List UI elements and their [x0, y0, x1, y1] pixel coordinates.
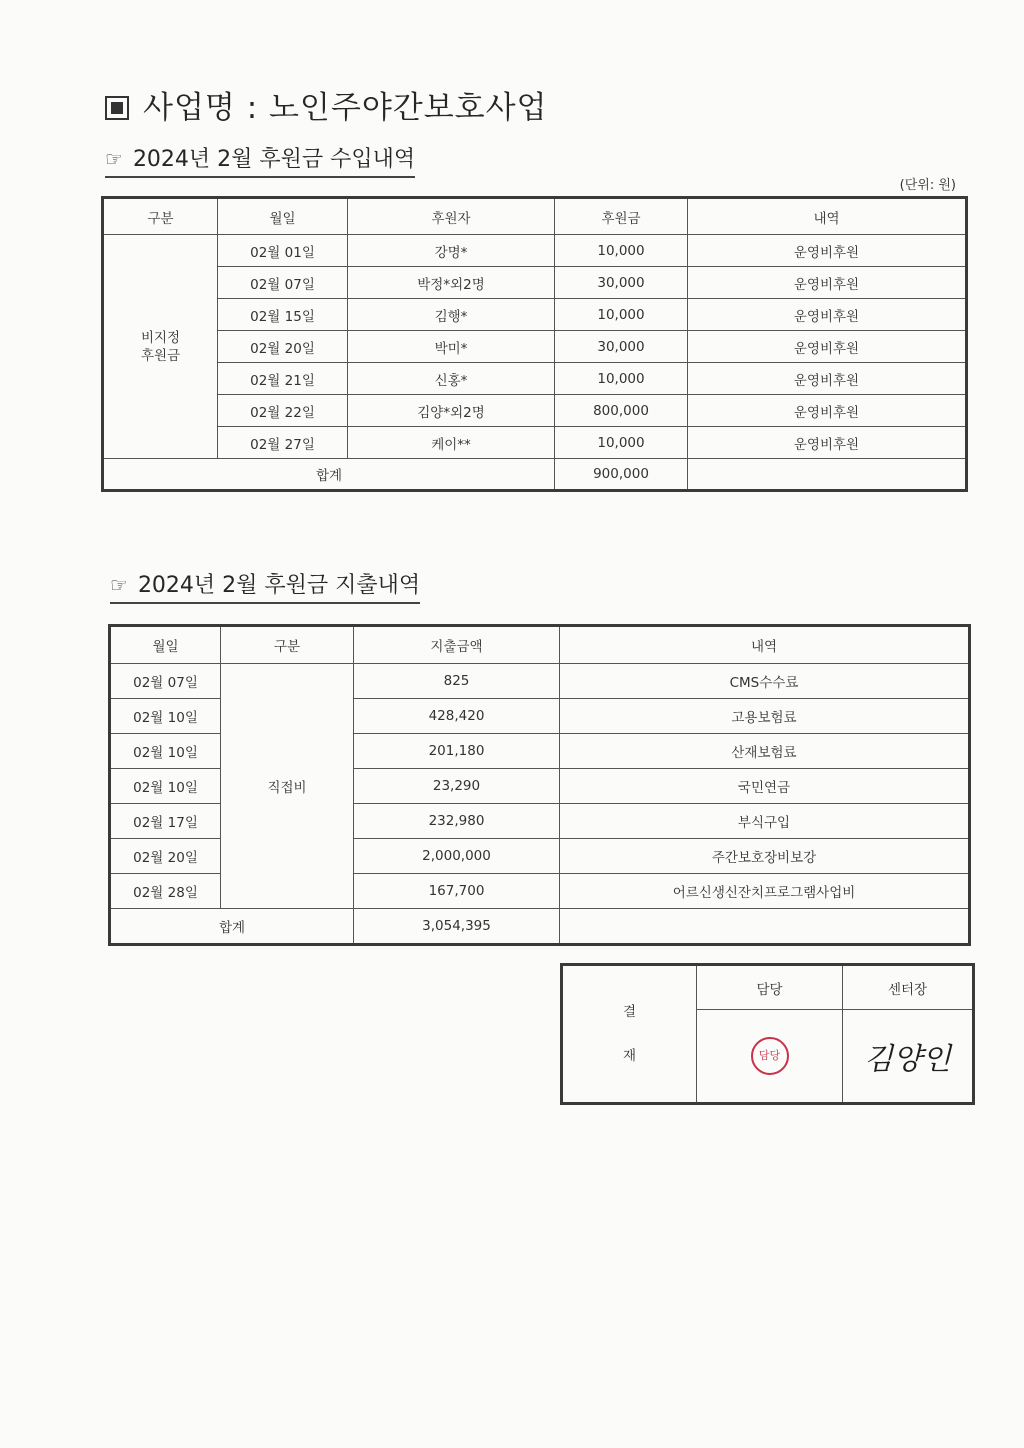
income-donor: 박정*외2명 [348, 267, 555, 299]
income-donor: 신홍* [348, 363, 555, 395]
expense-date: 02월 07일 [110, 664, 221, 699]
expense-date: 02월 17일 [110, 804, 221, 839]
income-total-row [103, 459, 967, 491]
income-amount: 10,000 [555, 299, 688, 331]
square-bullet-icon [105, 96, 129, 120]
manager-seal-cell [697, 1010, 843, 1104]
approval-box [560, 963, 975, 1105]
expense-amount: 167,700 [354, 874, 560, 909]
table-row [103, 395, 967, 427]
handwritten-signature: 김양인 [864, 1042, 951, 1077]
approval-header-row [562, 965, 974, 1010]
income-header-row [103, 198, 967, 235]
income-donor: 김행* [348, 299, 555, 331]
expense-heading [110, 568, 420, 604]
income-header-cell: 후원자 [348, 198, 555, 235]
income-total-label: 합계 [103, 459, 555, 491]
expense-header-cell: 내역 [560, 626, 970, 664]
seal-stamp: 담당 [751, 1037, 789, 1075]
approval-col-director: 센터장 [843, 965, 974, 1010]
expense-amount: 232,980 [354, 804, 560, 839]
expense-total-label: 합계 [110, 909, 354, 945]
income-category [103, 235, 218, 459]
approval-label-top: 결 [622, 1004, 637, 1020]
income-total-desc [688, 459, 967, 491]
expense-heading-text: 2024년 2월 후원금 지출내역 [137, 573, 421, 598]
income-donor: 박미* [348, 331, 555, 363]
income-donor: 강명* [348, 235, 555, 267]
income-date: 02월 22일 [218, 395, 348, 427]
expense-amount: 825 [354, 664, 560, 699]
table-row [103, 267, 967, 299]
income-desc: 운영비후원 [688, 235, 967, 267]
page-title-text: 사업명 : 노인주야간보호사업 [143, 90, 548, 126]
income-desc: 운영비후원 [688, 299, 967, 331]
expense-date: 02월 10일 [110, 769, 221, 804]
expense-total-amount: 3,054,395 [354, 909, 560, 945]
expense-amount: 2,000,000 [354, 839, 560, 874]
expense-desc: CMS수수료 [560, 664, 970, 699]
income-desc: 운영비후원 [688, 427, 967, 459]
pointing-hand-icon: ☞ [110, 573, 128, 597]
expense-desc: 고용보험료 [560, 699, 970, 734]
income-date: 02월 01일 [218, 235, 348, 267]
expense-total-desc [560, 909, 970, 945]
income-amount: 10,000 [555, 427, 688, 459]
income-header-cell: 후원금 [555, 198, 688, 235]
approval-col-manager: 담당 [697, 965, 843, 1010]
income-header-cell: 내역 [688, 198, 967, 235]
income-desc: 운영비후원 [688, 363, 967, 395]
income-date: 02월 20일 [218, 331, 348, 363]
expense-amount: 23,290 [354, 769, 560, 804]
table-row [103, 427, 967, 459]
expense-date: 02월 10일 [110, 734, 221, 769]
expense-desc: 어르신생신잔치프로그램사업비 [560, 874, 970, 909]
expense-header-cell: 구분 [221, 626, 354, 664]
expense-date: 02월 28일 [110, 874, 221, 909]
income-amount: 30,000 [555, 267, 688, 299]
expense-date: 02월 10일 [110, 699, 221, 734]
income-header-cell: 월일 [218, 198, 348, 235]
director-signature-cell [843, 1010, 974, 1104]
expense-desc: 산재보험료 [560, 734, 970, 769]
expense-table [108, 624, 971, 946]
expense-date: 02월 20일 [110, 839, 221, 874]
expense-header-cell: 지출금액 [354, 626, 560, 664]
income-desc: 운영비후원 [688, 267, 967, 299]
income-amount: 10,000 [555, 363, 688, 395]
income-desc: 운영비후원 [688, 395, 967, 427]
income-date: 02월 21일 [218, 363, 348, 395]
table-row [103, 299, 967, 331]
income-date: 02월 27일 [218, 427, 348, 459]
income-amount: 800,000 [555, 395, 688, 427]
income-category-text: 비지정 후원금 [140, 329, 181, 364]
income-donor: 케이** [348, 427, 555, 459]
expense-desc: 부식구입 [560, 804, 970, 839]
expense-desc: 국민연금 [560, 769, 970, 804]
expense-total-row [110, 909, 970, 945]
approval-label-bottom: 재 [622, 1048, 637, 1064]
income-amount: 10,000 [555, 235, 688, 267]
table-row [103, 235, 967, 267]
table-row [103, 331, 967, 363]
income-table [101, 196, 968, 492]
income-header-cell: 구분 [103, 198, 218, 235]
expense-amount: 201,180 [354, 734, 560, 769]
expense-amount: 428,420 [354, 699, 560, 734]
income-amount: 30,000 [555, 331, 688, 363]
income-date: 02월 15일 [218, 299, 348, 331]
page-title [105, 82, 548, 127]
expense-header-cell: 월일 [110, 626, 221, 664]
expense-desc: 주간보호장비보강 [560, 839, 970, 874]
expense-category: 직접비 [221, 664, 354, 909]
approval-label [562, 965, 697, 1104]
expense-header-row [110, 626, 970, 664]
income-heading-text: 2024년 2월 후원금 수입내역 [132, 147, 416, 172]
income-desc: 운영비후원 [688, 331, 967, 363]
unit-label: (단위: 원) [899, 178, 956, 193]
table-row [110, 664, 970, 699]
pointing-hand-icon: ☞ [105, 147, 123, 171]
income-donor: 김양*외2명 [348, 395, 555, 427]
income-date: 02월 07일 [218, 267, 348, 299]
income-total-amount: 900,000 [555, 459, 688, 491]
table-row [103, 363, 967, 395]
income-heading [105, 142, 415, 178]
